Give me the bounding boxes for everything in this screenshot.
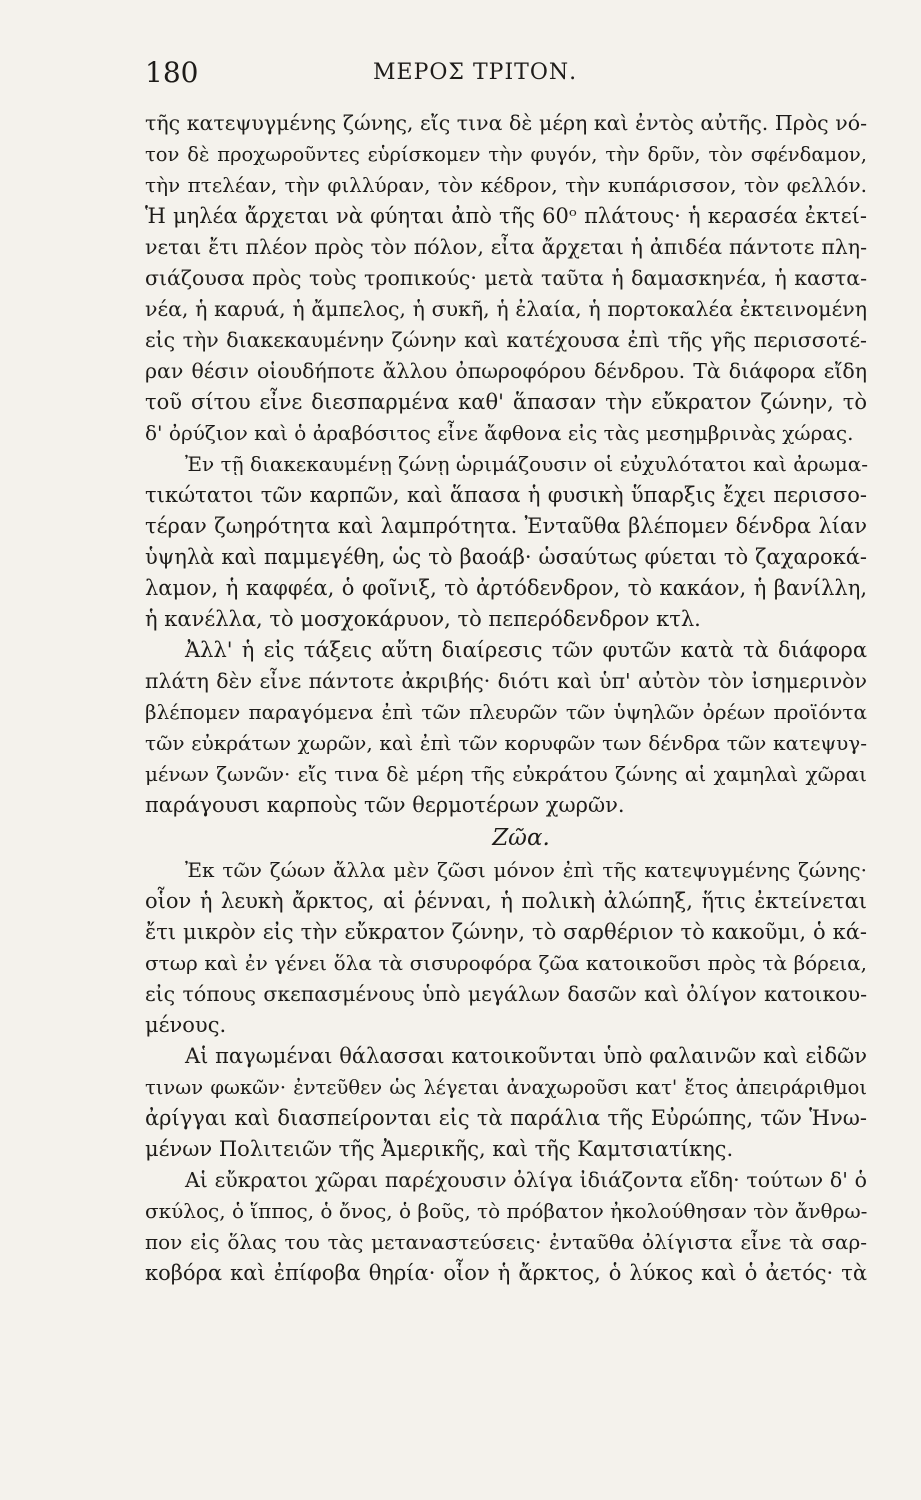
text-line: Αἱ παγωμέναι θάλασσαι κατοικοῦνται ὑπὸ φαλαινῶν καὶ εἰδῶν [185, 1044, 867, 1068]
page-number: 180 [145, 56, 199, 89]
running-head: ΜΕΡΟΣ ΤΡΙΤΟΝ. [373, 60, 578, 85]
text-line: μένους. [145, 1013, 227, 1037]
text-line: τινων φωκῶν· ἐντεῦθεν ὡς λέγεται ἀναχωροῦσι κατ' ἔτος ἀπειράριθμοι [145, 1076, 867, 1099]
text-line: τέραν ζωηρότητα καὶ λαμπρότητα. Ἐνταῦθα βλέπομεν δένδρα λίαν [145, 514, 867, 538]
text-line: Ἐν τῇ διακεκαυμένῃ ζώνῃ ὡριμάζουσιν οἱ εὐχυλότατοι καὶ ἀρωμα- [185, 452, 869, 476]
text-line: ὑψηλὰ καὶ παμμεγέθη, ὡς τὸ βαοάβ· ὡσαύτως φύεται τὸ ζαχαροκά- [145, 545, 867, 569]
text-line: κοβόρα καὶ ἐπίφοβα θηρία· οἷον ἡ ἄρκτος, ὁ λύκος καὶ ὁ ἀετός· τὰ [145, 1261, 867, 1285]
page-header [145, 56, 865, 96]
text-line: τῶν εὐκράτων χωρῶν, καὶ ἐπὶ τῶν κορυφῶν των δένδρα τῶν κατεψυγ- [145, 731, 867, 755]
text-line: οἷον ἡ λευκὴ ἄρκτος, αἱ ῥένναι, ἡ πολικὴ ἀλώπηξ, ἥτις ἐκτείνεται [145, 889, 867, 913]
text-line: σκύλος, ὁ ἵππος, ὁ ὄνος, ὁ βοῦς, τὸ πρόβατον ἠκολούθησαν τὸν ἄνθρω- [145, 1199, 868, 1223]
text-line: εἰς τὴν διακεκαυμένην ζώνην καὶ κατέχουσα ἐπὶ τῆς γῆς περισσοτέ- [145, 328, 867, 352]
text-line: Αἱ εὔκρατοι χῶραι παρέχουσιν ὀλίγα ἰδιάζοντα εἴδη· τούτων δ' ὁ [185, 1168, 867, 1192]
text-line: τον δὲ προχωροῦντες εὑρίσκομεν τὴν φυγόν, τὴν δρῦν, τὸν σφένδαμον, [145, 143, 867, 166]
text-line: μένων Πολιτειῶν τῆς Ἀμερικῆς, καὶ τῆς Καμτσιατίκης. [145, 1137, 734, 1161]
text-line: πον εἰς ὅλας του τὰς μεταναστεύσεις· ἐνταῦθα ὀλίγιστα εἶνε τὰ σαρ- [145, 1230, 867, 1254]
text-line: εἰς τόπους σκεπασμένους ὑπὸ μεγάλων δασῶν καὶ ὀλίγον κατοικου- [145, 982, 867, 1006]
text-line: λαμον, ἡ καφφέα, ὁ φοῖνιξ, τὸ ἀρτόδενδρον, τὸ κακάον, ἡ βανίλλη, [145, 576, 867, 600]
text-line: βλέπομεν παραγόμενα ἐπὶ τῶν πλευρῶν τῶν ὑψηλῶν ὀρέων προϊόντα [145, 700, 867, 724]
text-line: σιάζουσα πρὸς τοὺς τροπικούς· μετὰ ταῦτα ἡ δαμασκηνέα, ἡ καστα- [145, 266, 867, 290]
text-line: τὴν πτελέαν, τὴν φιλλύραν, τὸν κέδρον, τὴν κυπάρισσον, τὸν φελλόν. [145, 173, 867, 197]
text-line: παράγουσι καρποὺς τῶν θερμοτέρων χωρῶν. [145, 793, 625, 817]
text-line: δ' ὀρύζιον καὶ ὁ ἀραβόσιτος εἶνε ἄφθονα εἰς τὰς μεσημβρινὰς χώρας. [145, 421, 854, 445]
text-line: τικώτατοι τῶν καρπῶν, καὶ ἅπασα ἡ φυσικὴ ὕπαρξις ἔχει περισσο- [145, 483, 867, 507]
text-line: Ἡ μηλέα ἄρχεται νὰ φύηται ἀπὸ τῆς 60ᵒ πλάτους· ἡ κερασέα ἐκτεί- [145, 204, 867, 228]
text-line: στωρ καὶ ἐν γένει ὅλα τὰ σισυροφόρα ζῶα κατοικοῦσι πρὸς τὰ βόρεια, [145, 951, 867, 975]
text-line: μένων ζωνῶν· εἴς τινα δὲ μέρη τῆς εὐκράτου ζώνης αἱ χαμηλαὶ χῶραι [145, 762, 867, 786]
text-line: ραν θέσιν οἱουδήποτε ἄλλου ὀπωροφόρου δένδρου. Τὰ διάφορα εἴδη [145, 359, 867, 383]
text-line: νέα, ἡ καρυά, ἡ ἄμπελος, ἡ συκῆ, ἡ ἐλαία, ἡ πορτοκαλέα ἐκτεινομένη [145, 297, 867, 321]
text-line: ἔτι μικρὸν εἰς τὴν εὔκρατον ζώνην, τὸ σαρθέριον τὸ κακοῦμι, ὁ κά- [145, 920, 867, 944]
text-line: τοῦ σίτου εἶνε διεσπαρμένα καθ' ἅπασαν τὴν εὔκρατον ζώνην, τὸ [145, 390, 867, 414]
text-line: Ἀλλ' ἡ εἰς τάξεις αὕτη διαίρεσις τῶν φυτῶν κατὰ τὰ διάφορα [185, 638, 867, 662]
page-body [145, 108, 867, 1289]
text-line: νεται ἔτι πλέον πρὸς τὸν πόλον, εἶτα ἄρχεται ἡ ἀπιδέα πάντοτε πλη- [145, 235, 867, 259]
text-line: τῆς κατεψυγμένης ζώνης, εἴς τινα δὲ μέρη καὶ ἐντὸς αὐτῆς. Πρὸς νό- [145, 111, 867, 135]
text-line: Ἐκ τῶν ζώων ἄλλα μὲν ζῶσι μόνον ἐπὶ τῆς κατεψυγμένης ζώνης· [185, 858, 867, 882]
section-heading: Ζῶα. [492, 825, 550, 851]
text-line: ἀρίγγαι καὶ διασπείρονται εἰς τὰ παράλια τῆς Εὐρώπης, τῶν Ἡνω- [145, 1106, 867, 1130]
text-line: πλάτη δὲν εἶνε πάντοτε ἀκριβής· διότι καὶ ὑπ' αὐτὸν τὸν ἰσημερινὸν [145, 669, 867, 693]
text-line: ἡ κανέλλα, τὸ μοσχοκάρυον, τὸ πεπερόδενδρον κτλ. [145, 607, 701, 631]
